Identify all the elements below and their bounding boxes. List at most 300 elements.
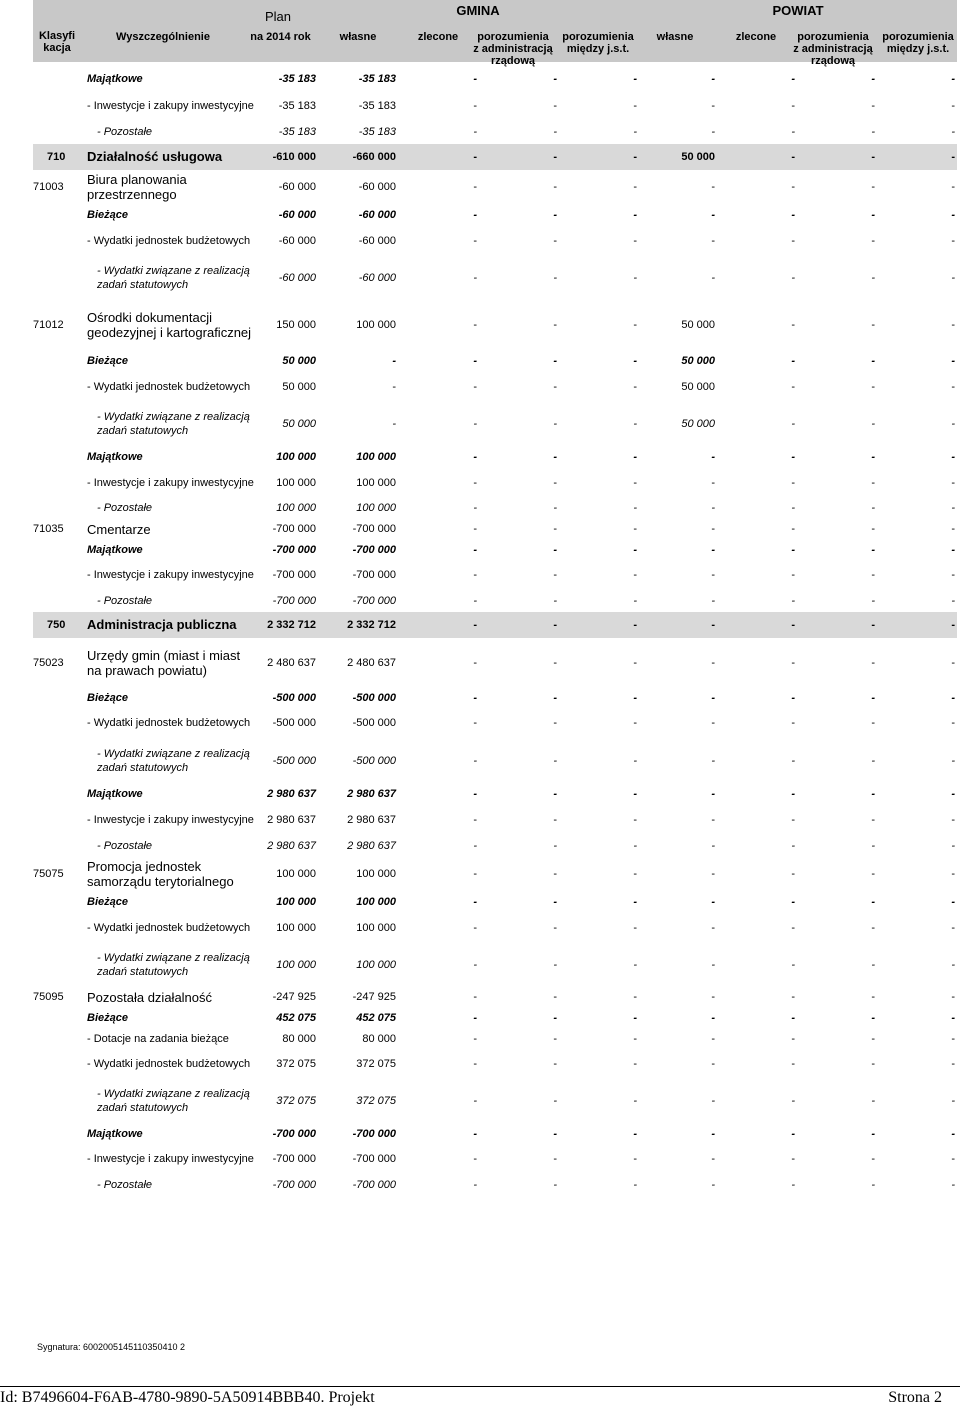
value-cell: - [791,595,795,607]
value-cell: - [633,717,637,729]
value-cell: - [791,451,795,463]
value-cell: - [553,922,557,934]
value-cell: -660 000 [352,151,396,163]
header-gmina-porozumienia-adm: porozumienia z administracją rządową [473,31,553,67]
value-cell: - [951,755,955,767]
value-cell: 2 332 712 [267,619,316,631]
row-code [33,350,83,372]
value-cell: - [633,595,637,607]
value-cell: - [951,1095,955,1107]
value-cell: -700 000 [272,523,316,535]
value-cell: - [473,73,477,85]
value-cell: 372 075 [356,1095,396,1107]
value-cell: - [553,896,557,908]
value-cell: 50 000 [282,381,316,393]
value-cell: - [633,544,637,556]
value-cell: - [951,418,955,430]
value-cell: - [791,692,795,704]
value-cell: - [633,451,637,463]
page-number: Strona 2 [888,1389,942,1406]
row-description: - Wydatki związane z realizacją zadań statutowych [97,265,250,291]
value-cell: - [711,922,715,934]
row-code [33,468,83,498]
value-cell: - [871,959,875,971]
value-cell: 100 000 [356,922,396,934]
row-code [33,688,83,708]
value-cell: - [553,868,557,880]
value-cell: - [473,959,477,971]
value-cell: - [473,569,477,581]
value-cell: - [951,922,955,934]
value-cell: - [791,991,795,1003]
value-cell: - [711,692,715,704]
table-row [0,468,960,498]
value-cell: 2 980 637 [267,840,316,852]
row-description: Bieżące [87,355,128,367]
value-cell: - [633,755,637,767]
table-row [0,372,960,402]
value-cell: - [553,151,557,163]
value-cell: - [473,1095,477,1107]
value-cell: - [951,1179,955,1191]
value-cell: - [633,868,637,880]
value-cell: - [553,381,557,393]
value-cell: - [871,692,875,704]
table-header [33,0,957,67]
value-cell: -60 000 [278,209,316,221]
table-row [0,1144,960,1174]
value-cell: - [553,181,557,193]
value-cell: - [711,1058,715,1070]
value-cell: 50 000 [681,151,715,163]
value-cell: -35 183 [358,100,396,112]
value-cell: - [871,788,875,800]
value-cell: - [951,840,955,852]
value-cell: - [871,1179,875,1191]
value-cell: -700 000 [352,544,396,556]
value-cell: - [473,355,477,367]
value-cell: - [791,896,795,908]
row-code [33,1144,83,1174]
value-cell: - [871,151,875,163]
value-cell: - [791,151,795,163]
row-code [33,912,83,944]
value-cell: 100 000 [356,896,396,908]
row-code [33,784,83,804]
value-cell: - [633,1153,637,1165]
value-cell: - [473,1058,477,1070]
row-code: 750 [47,619,66,631]
value-cell: - [951,235,955,247]
value-cell: - [633,355,637,367]
row-description: - Wydatki związane z realizacją zadań statutowych [97,1088,250,1114]
value-cell: - [633,814,637,826]
value-cell: - [791,755,795,767]
value-cell: - [633,692,637,704]
table-row [0,944,960,986]
value-cell: - [473,523,477,535]
value-cell: - [473,991,477,1003]
table-row [0,912,960,944]
value-cell: - [871,755,875,767]
value-cell: - [633,1095,637,1107]
header-gmina: GMINA [456,3,500,18]
row-description: - Inwestycje i zakupy inwestycyjne [87,569,254,581]
value-cell: - [553,840,557,852]
table-row [0,1078,960,1124]
value-cell: - [553,657,557,669]
value-cell: - [951,381,955,393]
value-cell: - [871,619,875,631]
value-cell: - [951,126,955,138]
value-cell: - [473,126,477,138]
value-cell: - [711,1128,715,1140]
value-cell: - [553,126,557,138]
value-cell: - [473,381,477,393]
value-cell: - [871,100,875,112]
value-cell: -35 183 [278,126,316,138]
header-powiat-wlasne: własne [656,31,694,43]
value-cell: - [473,814,477,826]
value-cell: - [473,272,477,284]
row-code [33,446,83,468]
value-cell: - [473,209,477,221]
value-cell: -700 000 [352,1128,396,1140]
table-row [0,1124,960,1144]
value-cell: - [633,896,637,908]
row-description: - Wydatki jednostek budżetowych [87,717,251,729]
value-cell: - [473,755,477,767]
value-cell: - [553,1179,557,1191]
row-description: - Dotacje na zadania bieżące [87,1033,229,1045]
value-cell: 100 000 [276,502,316,514]
value-cell: - [791,619,795,631]
value-cell: -60 000 [278,181,316,193]
value-cell: - [473,502,477,514]
row-code [33,66,83,92]
value-cell: -35 183 [358,73,396,85]
table-row [0,1050,960,1078]
value-cell: 372 075 [356,1058,396,1070]
value-cell: - [553,788,557,800]
table-row [0,892,960,912]
value-cell: - [791,502,795,514]
table-row [0,688,960,708]
value-cell: - [553,959,557,971]
value-cell: 372 075 [276,1058,316,1070]
value-cell: - [871,502,875,514]
value-cell: - [951,717,955,729]
table-row [0,1008,960,1028]
row-description: Ośrodki dokumentacji geodezyjnej i kartograficznej [87,310,252,340]
value-cell: - [791,100,795,112]
value-cell: - [951,1033,955,1045]
value-cell: -247 925 [352,991,396,1003]
value-cell: -700 000 [272,544,316,556]
value-cell: 2 480 637 [347,657,396,669]
value-cell: - [553,502,557,514]
row-description: Pozostała działalność [87,989,213,1005]
row-description: - Wydatki jednostek budżetowych [87,235,251,247]
value-cell: 100 000 [276,868,316,880]
row-code [33,1124,83,1144]
value-cell: - [473,1012,477,1024]
value-cell: - [711,477,715,489]
value-cell: - [711,502,715,514]
row-description: Majątkowe [87,451,143,463]
value-cell: - [553,355,557,367]
value-cell: - [473,922,477,934]
row-description: Bieżące [87,1012,128,1024]
value-cell: - [473,181,477,193]
value-cell: - [633,209,637,221]
value-cell: 372 075 [276,1095,316,1107]
row-code [33,892,83,912]
value-cell: - [791,126,795,138]
table-row [0,638,960,688]
value-cell: - [951,523,955,535]
value-cell: - [951,991,955,1003]
value-cell: - [871,814,875,826]
row-code: 71003 [33,181,64,193]
value-cell: - [711,1153,715,1165]
value-cell: - [711,272,715,284]
value-cell: - [871,1095,875,1107]
row-description: - Pozostałe [97,126,153,138]
value-cell: 50 000 [681,355,715,367]
value-cell: - [711,451,715,463]
value-cell: - [711,1179,715,1191]
value-cell: - [791,657,795,669]
table-row [0,256,960,300]
value-cell: - [951,595,955,607]
value-cell: - [871,1012,875,1024]
value-cell: - [871,868,875,880]
value-cell: - [553,755,557,767]
value-cell: 2 980 637 [347,788,396,800]
value-cell: - [633,502,637,514]
row-description: - Wydatki jednostek budżetowych [87,922,251,934]
table-row [0,66,960,92]
value-cell: - [951,814,955,826]
value-cell: - [633,381,637,393]
value-cell: - [633,840,637,852]
table-row [0,120,960,144]
row-description: Majątkowe [87,1128,143,1140]
value-cell: - [711,814,715,826]
value-cell: -700 000 [272,595,316,607]
value-cell: 2 480 637 [267,657,316,669]
row-description: - Pozostałe [97,595,153,607]
value-cell: - [791,355,795,367]
value-cell: - [633,1012,637,1024]
row-code [33,1028,83,1050]
header-klasyfikacja: Klasyfi kacja [38,30,76,54]
table-row [0,708,960,738]
value-cell: - [633,1058,637,1070]
value-cell: - [871,381,875,393]
value-cell: - [473,100,477,112]
value-cell: -500 000 [272,717,316,729]
row-code [33,708,83,738]
value-cell: - [791,840,795,852]
table-row [0,170,960,204]
value-cell: - [711,181,715,193]
value-cell: - [791,272,795,284]
header-plan-rok: na 2014 rok [250,31,311,43]
row-code [33,1174,83,1196]
row-description: Promocja jednostek samorządu terytorialnego [87,859,234,889]
row-code: 71035 [33,523,64,535]
table-row [0,784,960,804]
row-description: Działalność usługowa [87,149,223,164]
row-code [33,738,83,784]
value-cell: 80 000 [362,1033,396,1045]
value-cell: -500 000 [352,755,396,767]
row-description: Majątkowe [87,73,143,85]
value-cell: -60 000 [278,235,316,247]
row-code [33,1008,83,1028]
row-code [33,944,83,986]
value-cell: - [473,1179,477,1191]
value-cell: - [633,418,637,430]
value-cell: - [553,319,557,331]
value-cell: -700 000 [352,569,396,581]
value-cell: -500 000 [272,755,316,767]
value-cell: - [392,418,396,430]
row-description: - Wydatki związane z realizacją zadań statutowych [97,748,250,774]
value-cell: - [791,922,795,934]
value-cell: - [871,840,875,852]
value-cell: - [791,73,795,85]
value-cell: - [871,73,875,85]
value-cell: - [951,151,955,163]
value-cell: - [633,100,637,112]
value-cell: - [633,788,637,800]
row-code [33,540,83,560]
value-cell: 2 332 712 [347,619,396,631]
value-cell: - [871,717,875,729]
value-cell: - [951,868,955,880]
value-cell: - [951,692,955,704]
header-powiat: POWIAT [772,3,824,18]
row-description: Majątkowe [87,788,143,800]
value-cell: 100 000 [276,451,316,463]
table-row [0,560,960,590]
value-cell: - [633,991,637,1003]
value-cell: - [951,477,955,489]
value-cell: - [473,692,477,704]
value-cell: - [791,544,795,556]
value-cell: - [392,355,396,367]
row-description: Urzędy gmin (miast i miast na prawach powiatu) [87,648,241,678]
value-cell: - [553,100,557,112]
row-code [33,372,83,402]
row-description: - Wydatki związane z realizacją zadań statutowych [97,411,250,437]
value-cell: - [791,717,795,729]
value-cell: -700 000 [352,595,396,607]
value-cell: - [791,814,795,826]
value-cell: - [791,1128,795,1140]
value-cell: - [791,1033,795,1045]
value-cell: - [633,319,637,331]
table-row [33,144,957,170]
value-cell: -700 000 [352,523,396,535]
row-description: - Inwestycje i zakupy inwestycyjne [87,1153,254,1165]
value-cell: - [473,868,477,880]
value-cell: - [553,569,557,581]
value-cell: 50 000 [681,381,715,393]
value-cell: 50 000 [282,355,316,367]
value-cell: 2 980 637 [347,814,396,826]
row-code [33,120,83,144]
value-cell: - [633,569,637,581]
value-cell: - [711,1095,715,1107]
value-cell: - [633,959,637,971]
value-cell: - [473,235,477,247]
header-powiat-porozumienia-adm: porozumienia z administracją rządową [793,31,873,67]
row-description: - Wydatki związane z realizacją zadań statutowych [97,952,250,978]
table-row [0,986,960,1008]
value-cell: -60 000 [278,272,316,284]
table-row [0,518,960,540]
row-description: Bieżące [87,896,128,908]
value-cell: - [711,126,715,138]
value-cell: - [951,319,955,331]
table-row [0,300,960,350]
value-cell: - [633,657,637,669]
table-row [0,1174,960,1196]
value-cell: - [951,788,955,800]
row-code [33,590,83,612]
row-code: 710 [47,151,66,163]
row-code: 75095 [33,991,64,1003]
value-cell: - [871,272,875,284]
value-cell: - [791,868,795,880]
value-cell: - [951,73,955,85]
value-cell: - [553,1058,557,1070]
value-cell: - [871,569,875,581]
value-cell: - [473,1128,477,1140]
value-cell: 100 000 [356,477,396,489]
header-plan: Plan [264,9,292,24]
value-cell: - [633,235,637,247]
value-cell: - [711,840,715,852]
value-cell: - [871,209,875,221]
value-cell: - [791,235,795,247]
header-wyszczegolnienie: Wyszczególnienie [116,31,210,43]
value-cell: -700 000 [272,569,316,581]
value-cell: - [791,523,795,535]
value-cell: - [871,1033,875,1045]
value-cell: 50 000 [282,418,316,430]
value-cell: -35 183 [358,126,396,138]
value-cell: - [633,922,637,934]
row-description: Majątkowe [87,544,143,556]
value-cell: - [791,1153,795,1165]
row-code [33,92,83,120]
value-cell: - [553,73,557,85]
value-cell: - [633,151,637,163]
value-cell: 50 000 [681,319,715,331]
value-cell: - [633,619,637,631]
value-cell: - [473,451,477,463]
header-powiat-porozumienia-jst: porozumienia między j.s.t. [882,31,954,55]
value-cell: - [791,569,795,581]
value-cell: - [871,1153,875,1165]
value-cell: - [633,126,637,138]
value-cell: -500 000 [352,717,396,729]
